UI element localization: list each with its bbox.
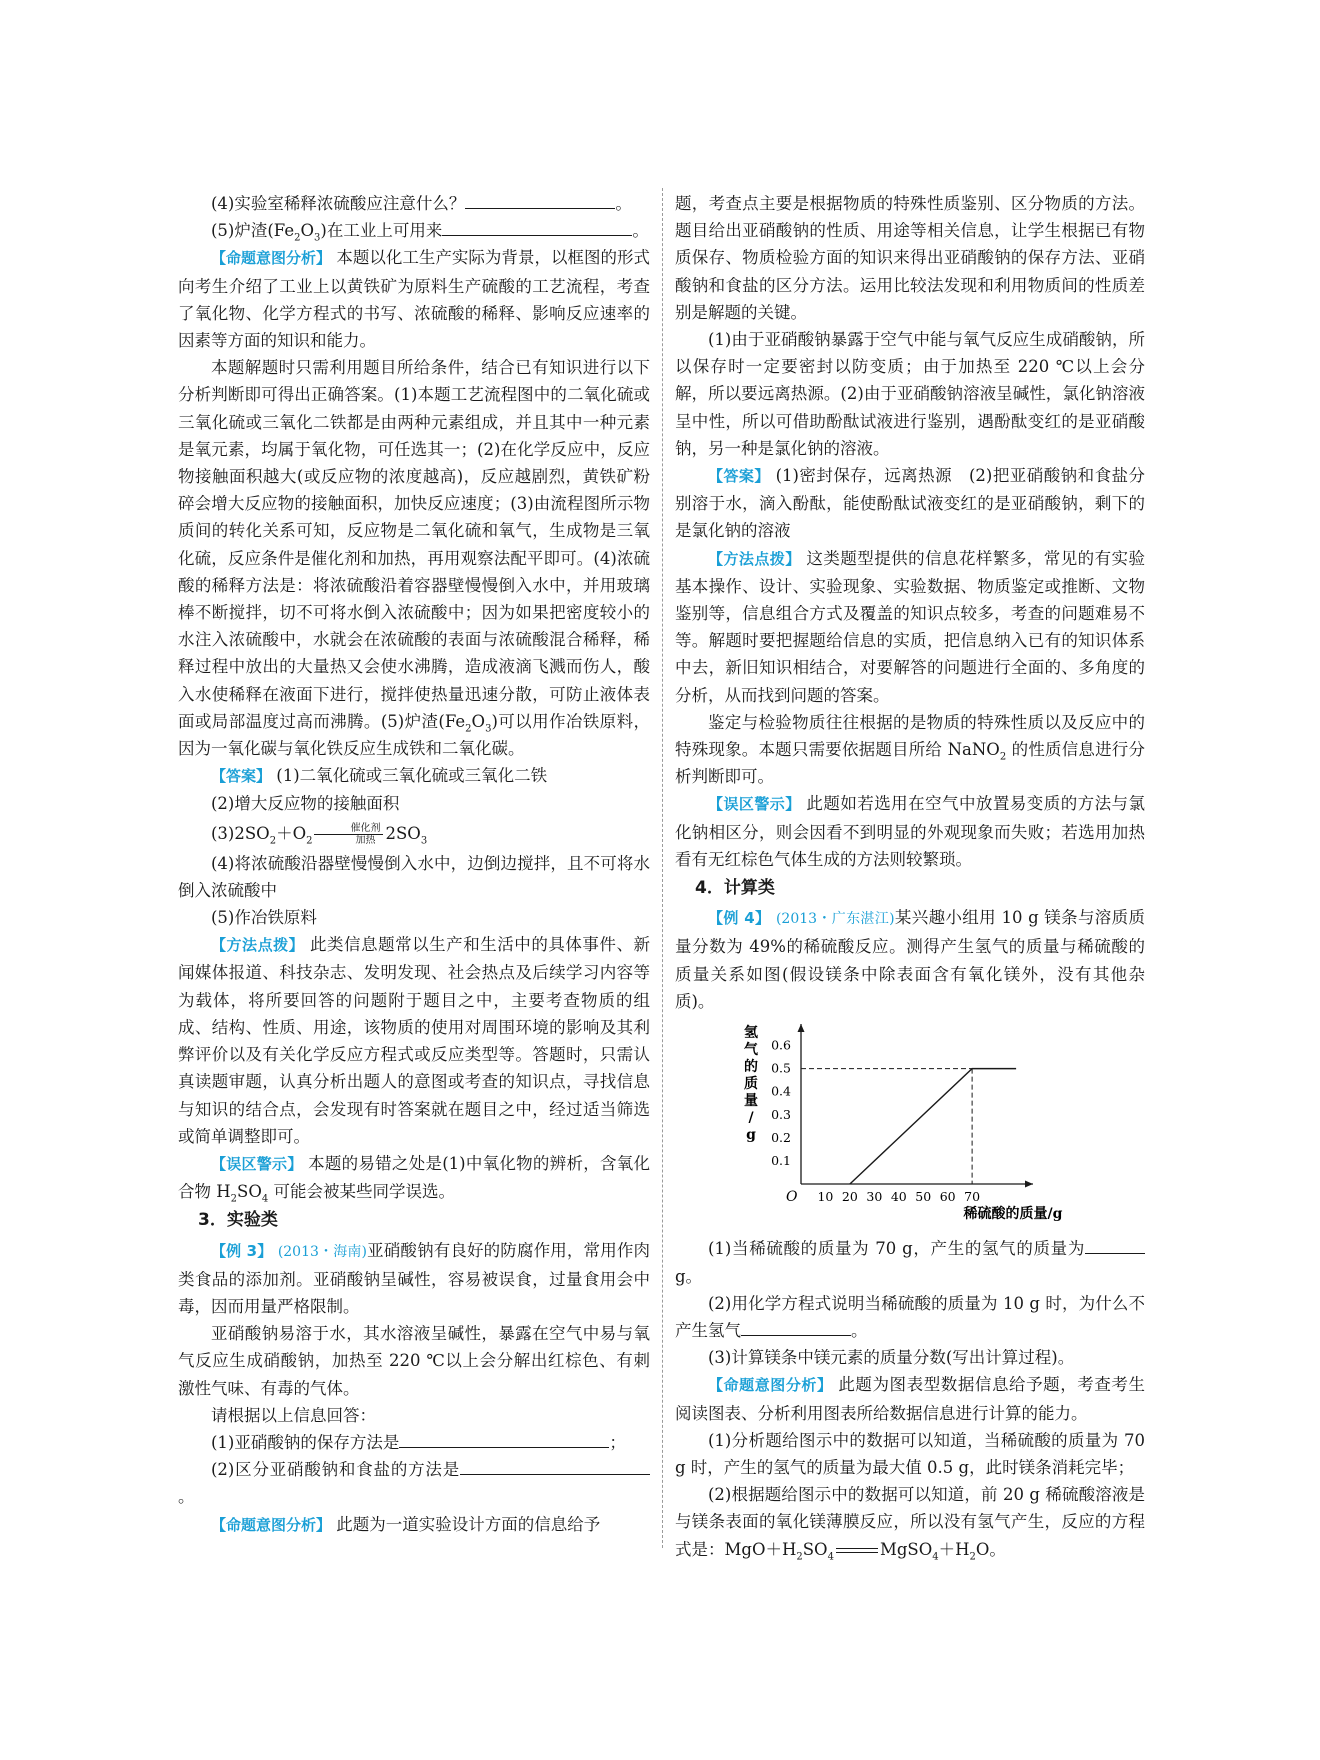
warning-tag: 【误区警示】: [211, 1154, 303, 1173]
method-tag: 【方法点拨】: [211, 936, 305, 955]
intent-tag: 【命题意图分析】: [211, 249, 332, 268]
example-4-q1: (1)当稀硫酸的质量为 70 g，产生的氢气的质量为g。: [675, 1235, 1145, 1289]
analysis-paragraph: (1)由于亚硝酸钠暴露于空气中能与氧气反应生成硝酸钠，所以保存时一定要密封以防变质；由于加热至 220 ℃以上会分解，所以要远离热源。(2)由于亚硝酸钠溶液呈碱性，氯化钠溶液呈中性，所以可借助酚酞试液进行鉴别，遇酚酞变红的是亚硝酸钠，另一种是氯化钠的溶液。: [675, 330, 1145, 458]
y-axis-label-char: 的: [744, 1059, 758, 1076]
method-tips: 【方法点拨】 此类信息题常以生产和生活中的具体事件、新闻媒体报道、科技杂志、发明发现、社会热点及后续学习内容等为载体，将所要回答的问题附于题目之中，主要考查物质的组成、结构、性质、用途，该物质的使用对周围环境的影响及其利弊评价以及有关化学反应方程式或反应类型等。答题时，只需认真读题审题，认真分析出题人的意图或考查的知识点，寻找信息与知识的结合点，会发现有时答案就在题目之中，经过适当筛选或简单调整即可。: [178, 935, 650, 1146]
x-tick-label: 60: [939, 1189, 956, 1205]
answer-1: 【答案】 (1)二氧化硫或三氧化硫或三氧化二铁: [211, 766, 548, 786]
x-tick-label: 40: [890, 1189, 907, 1205]
intent-continued: 题，考查点主要是根据物质的特殊性质鉴别、区分物质的方法。题目给出亚硝酸钠的性质、用途等相关信息，让学生根据已有物质保存、物质检验方面的知识来得出亚硝酸钠的保存方法、亚硝酸钠和食盐的区分方法。运用比较法发现和利用物质间的性质差别是解题的关键。: [675, 194, 1145, 322]
example-source: (2013・海南): [277, 1243, 367, 1260]
warning: 【误区警示】 本题的易错之处是(1)中氧化物的辨析，含氧化合物 $H_2SO_4$ 可能会被某些同学误选。: [178, 1153, 650, 1205]
example-3-q2: (2)区分亚硝酸钠和食盐的方法是。: [178, 1456, 650, 1510]
example-3-info: 亚硝酸钠易溶于水，其水溶液呈碱性，暴露在空气中易与氧气反应生成硝酸钠，加热至 220 ℃以上会分解出红棕色、有刺激性气味、有毒的气体。: [178, 1324, 650, 1398]
y-axis-label-char: g: [746, 1127, 756, 1144]
warning-tag: 【误区警示】: [708, 795, 801, 814]
y-axis-label-char: 气: [744, 1042, 758, 1059]
y-axis-label-char: 质: [744, 1076, 758, 1093]
x-tick-label: 70: [964, 1189, 981, 1205]
x-axis-arrow: [1025, 1181, 1033, 1188]
answer-4: (4)将浓硫酸沿器壁慢慢倒入水中，边倒边搅拌，且不可将水倒入浓硫酸中: [178, 853, 650, 900]
answer-5: (5)作冶铁原料: [211, 908, 317, 928]
y-tick-label: 0.3: [771, 1106, 791, 1122]
section-4-heading: 4．计算类: [695, 878, 775, 899]
y-tick-label: 0.6: [771, 1037, 791, 1053]
reaction-condition: $\frac{\text{催化剂}}{\text{加热}}$: [314, 823, 383, 846]
example-4-q3: (3)计算镁条中镁元素的质量分数(写出计算过程)。: [708, 1348, 1075, 1368]
answer-2: (2)增大反应物的接触面积: [211, 794, 400, 814]
answer: 【答案】 (1)密封保存，远离热源 (2)把亚硝酸钠和食盐分别溶于水，滴入酚酞，能使酚酞试液变红的是亚硝酸钠，剩下的是氯化钠的溶液: [675, 466, 1145, 541]
example-source: (2013・广东湛江): [775, 911, 895, 928]
column-divider: [662, 188, 663, 1548]
warning: 【误区警示】 此题如若选用在空气中放置易变质的方法与氯化钠相区分，则会因看不到明显的外观现象而失败；若选用加热看有无红棕色气体生成的方法则较繁琐。: [675, 794, 1145, 869]
series-line: [850, 1069, 1016, 1184]
example-tag: 【例 3】: [211, 1241, 273, 1260]
example-3-intent: 【命题意图分析】 此题为一道实验设计方面的信息给予: [211, 1514, 601, 1534]
method-tips: 【方法点拨】 这类题型提供的信息花样繁多，常见的有实验基本操作、设计、实验现象、实验数据、物质鉴定或推断、文物鉴别等，信息组合方式及覆盖的知识点较多，考查的问题难易不等。解题时要把握题给信息的实质，把信息纳入已有的知识体系中去，新旧知识相结合，对要解答的问题进行全面的、多角度的分析，从而找到问题的答案。: [675, 548, 1145, 705]
y-axis-label-char: 氢: [744, 1025, 758, 1042]
example-3-ask: 请根据以上信息回答：: [211, 1405, 376, 1425]
example-4-a2: (2)根据题给图示中的数据可以知道，前 20 g 稀硫酸溶液是与镁条表面的氧化镁薄膜反应，所以没有氢气产生，反应的方程式是：$MgO+H_2SO_4$ $MgSO_4+H_2O$。: [675, 1485, 1145, 1562]
x-tick-label: 30: [866, 1189, 883, 1205]
y-axis-label-char: 量: [744, 1093, 758, 1110]
method-paragraph-2: 鉴定与检验物质往往根据的是物质的特殊性质以及反应中的特殊现象。本题只需要依据题目所给 NaNO$_2$ 的性质信息进行分析判断即可。: [675, 712, 1145, 787]
chart-container: [743, 1021, 1145, 1229]
example-4-intent: 【命题意图分析】 此题为图表型数据信息给予题，考查考生阅读图表、分析利用图表所给数据信息进行计算的能力。: [675, 1375, 1145, 1423]
x-tick-label: 20: [841, 1189, 858, 1205]
y-tick-label: 0.1: [771, 1153, 791, 1169]
intent-analysis: 【命题意图分析】 本题以化工生产实际为背景，以框图的形式向考生介绍了工业上以黄铁矿为原料生产硫酸的工艺流程，考查了氧化物、化学方程式的书写、浓硫酸的稀释、影响反应速率的因素等方面的知识和能力。: [178, 248, 651, 351]
x-tick-label: 10: [817, 1189, 834, 1205]
example-3-q1: (1)亚硝酸钠的保存方法是 ；: [178, 1429, 650, 1456]
answer-blank: [442, 217, 632, 236]
right-column: [675, 190, 1145, 1563]
y-tick-label: 0.5: [771, 1060, 791, 1076]
answer-3-equation: $(3)2SO_2+O_2$ $\frac{\text{催化剂}}{\text{加热}}$ $2SO_3$: [211, 822, 428, 846]
analysis-paragraph: 本题解题时只需利用题目所给条件，结合已有知识进行以下分析判断即可得出正确答案。(1)本题工艺流程图中的二氧化硫或三氧化硫或三氧化二铁都是由两种元素组成，并且其中一种元素是氧元素，均属于氧化物，可任选其一；(2)在化学反应中，反应物接触面积越大(或反应物的浓度越高)，反应越剧烈，黄铁矿粉碎会增大反应物的接触面积，加快反应速度；(3)由流程图所示物质间的转化关系可知，反应物是二氧化硫和氧气，生成物是三氧化硫，反应条件是催化剂和加热，再用观察法配平即可。(4)浓硫酸的稀释方法是：将浓硫酸沿着容器壁慢慢倒入水中，并用玻璃棒不断搅拌，切不可将水倒入浓硫酸中；因为如果把密度较小的水注入浓硫酸中，水就会在浓硫酸的表面与浓硫酸混合稀释，稀释过程中放出的大量热又会使水沸腾，造成液滴飞溅而伤人，酸入水使稀释在液面下进行，搅拌使热量迅速分散，可防止液体表面或局部温度过高而沸腾。(5)炉渣$(Fe_2O_3)$可以用作冶铁原料，因为一氧化碳与氧化铁反应生成铁和二氧化碳。: [178, 358, 650, 759]
section-3-heading: 3．实验类: [198, 1210, 278, 1231]
answer-blank: [399, 1429, 609, 1448]
example-4: 【例 4】 (2013・广东湛江)某兴趣小组用 10 g 镁条与溶质质量分数为 49%的稀硫酸反应。测得产生氢气的质量与稀硫酸的质量关系如图(假设镁条中除表面含有氧化镁外，没有其他杂质)。: [675, 908, 1145, 1011]
example-4-a1: (1)分析题给图示中的数据可以知道，当稀硫酸的质量为 70 g 时，产生的氢气的质量为最大值 0.5 g，此时镁条消耗完毕；: [675, 1430, 1145, 1477]
question-5: (5)炉渣$(Fe_2O_3)$在工业上可用来 。: [178, 217, 650, 244]
y-tick-label: 0.4: [771, 1083, 791, 1099]
answer-blank: [1085, 1235, 1145, 1254]
example-4-q2: (2)用化学方程式说明当稀硫酸的质量为 10 g 时，为什么不产生氢气 。: [675, 1293, 1145, 1340]
method-tag: 【方法点拨】: [708, 549, 801, 568]
x-axis-label: 稀硫酸的质量/g: [963, 1206, 1063, 1223]
question-4: (4)实验室稀释浓硫酸应注意什么？ 。: [178, 190, 650, 217]
x-tick-label: 50: [915, 1189, 932, 1205]
intent-tag: 【命题意图分析】: [211, 1515, 332, 1534]
origin-label: O: [786, 1189, 798, 1206]
left-column: [178, 190, 650, 1539]
hydrogen-mass-chart: [743, 1021, 1063, 1223]
y-axis-label-char: /: [748, 1110, 754, 1127]
answer-blank: [465, 190, 615, 209]
answer-blank: [460, 1456, 650, 1475]
answer-tag: 【答案】: [211, 767, 272, 786]
example-tag: 【例 4】: [708, 909, 771, 928]
equation-sign: [836, 1548, 878, 1553]
example-3: 【例 3】 (2013・海南)亚硝酸钠有良好的防腐作用，常用作肉类食品的添加剂。亚硝酸钠呈碱性，容易被误食，过量食用会中毒，因而用量严格限制。: [178, 1240, 650, 1316]
intent-tag: 【命题意图分析】: [708, 1376, 833, 1395]
y-tick-label: 0.2: [771, 1129, 791, 1145]
answer-blank: [741, 1317, 851, 1336]
y-axis-arrow: [798, 1024, 805, 1032]
answer-tag: 【答案】: [708, 467, 770, 486]
